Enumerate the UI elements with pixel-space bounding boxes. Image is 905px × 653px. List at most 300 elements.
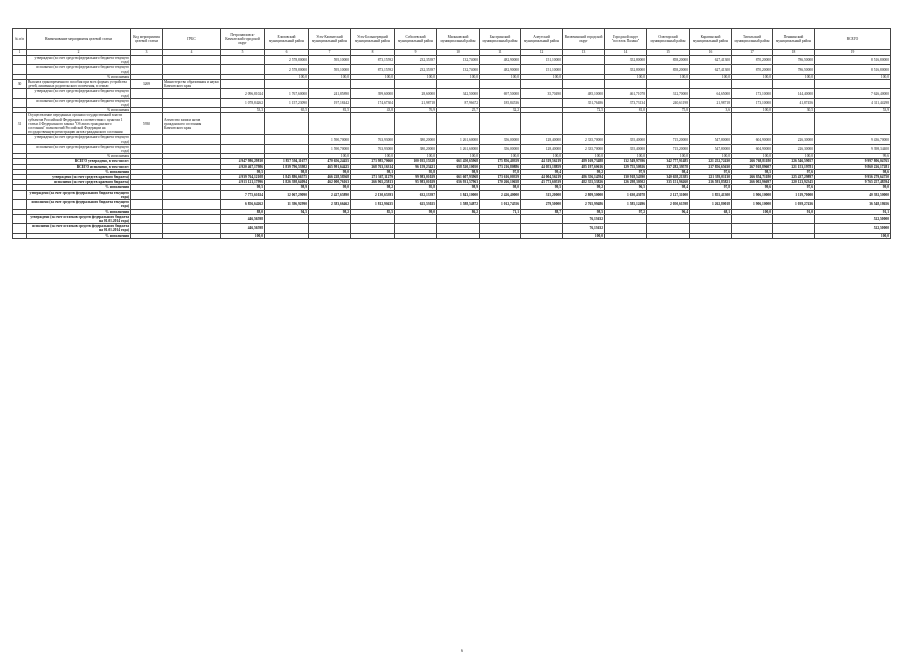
value-cell — [265, 144, 309, 153]
value-cell: 100,0 — [732, 209, 773, 214]
value-cell — [690, 214, 732, 223]
value-cell: 9 765 257,48594 — [815, 180, 891, 185]
table-row — [13, 80, 891, 89]
value-cell: 100,0 — [773, 154, 815, 159]
value-cell — [395, 113, 437, 135]
value-cell — [351, 214, 395, 223]
value-cell: 658 520,10050 — [437, 164, 480, 169]
value-cell — [605, 214, 647, 223]
header-col: Карагинский муниципальный район — [690, 29, 732, 50]
value-cell: 53,3 — [221, 108, 265, 113]
column-number: 13 — [563, 50, 605, 56]
value-cell: 9 997 806,04765 — [815, 159, 891, 164]
value-cell: 97,8 — [690, 185, 732, 190]
value-cell: 485 197,60616 — [563, 164, 605, 169]
value-cell: 100,0 — [732, 74, 773, 79]
value-cell: 98,1 — [351, 169, 395, 174]
value-cell: 763,93000 — [351, 144, 395, 153]
value-cell: 99,0 — [309, 185, 351, 190]
table-row — [13, 89, 891, 98]
value-cell: 216 593,85821 — [690, 180, 732, 185]
value-cell — [773, 113, 815, 135]
value-cell: 132 549,97396 — [605, 159, 647, 164]
value-cell: 185,84536 — [480, 98, 521, 107]
empty-cell — [13, 65, 27, 74]
value-cell: 2 050,61598 — [647, 200, 690, 209]
value-cell: 173 216,80886 — [480, 164, 521, 169]
value-cell: 1 906,10000 — [732, 200, 773, 209]
value-cell: 76,13632 — [563, 224, 605, 233]
value-cell: 470 656,24455 — [309, 159, 351, 164]
column-number: 14 — [605, 50, 647, 56]
value-cell — [351, 224, 395, 233]
value-cell — [480, 214, 521, 223]
value-cell — [265, 224, 309, 233]
value-cell: 9 956 279,64750 — [815, 175, 891, 180]
value-cell: 99,5 — [521, 185, 563, 190]
row-label: % исполнения — [27, 209, 131, 214]
value-cell: 40 392,50000 — [815, 190, 891, 199]
value-cell: 95 983,01029 — [395, 180, 437, 185]
value-cell: 340 658,21385 — [647, 175, 690, 180]
empty-cell — [13, 214, 27, 223]
value-cell: 873,15592 — [351, 65, 395, 74]
value-cell: 35,70490 — [521, 89, 563, 98]
row-label: % исполнения — [27, 169, 131, 174]
value-cell — [605, 233, 647, 238]
header-grbs: ГРБС — [163, 29, 221, 50]
value-cell: 656 931,57963 — [437, 180, 480, 185]
header-col: Соболевский муниципальный район — [395, 29, 437, 50]
value-cell: 1 157,23090 — [265, 98, 309, 107]
item-name: Осуществление переданных органам государственной власти субъектов Российской Федерации в соответствии с пунктом 1 статьи 4 Федерального закона "Об актах гражданского состояния" полномочий Российской Федерации на государственную регистрацию актов гражданского состояния — [27, 113, 131, 135]
value-cell: 28,60000 — [395, 89, 437, 98]
value-cell: 98,0 — [480, 185, 521, 190]
value-cell: 44 319,56219 — [521, 159, 563, 164]
value-cell: 88,0 — [221, 209, 265, 214]
header-col: Быстринский муниципальный район — [480, 29, 521, 50]
value-cell: 485,10000 — [563, 89, 605, 98]
value-cell: 91,0 — [773, 209, 815, 214]
value-cell: 312,70000 — [647, 89, 690, 98]
value-cell: 7 626,40000 — [815, 89, 891, 98]
value-cell: 232,35397 — [395, 56, 437, 65]
value-cell: 25,7 — [437, 108, 480, 113]
value-cell: 99,0 — [395, 209, 437, 214]
value-cell — [480, 224, 521, 233]
value-cell: 1 855,41300 — [690, 190, 732, 199]
table-row — [13, 190, 891, 199]
value-cell: 99,0 — [309, 169, 351, 174]
value-cell: 85,5 — [351, 209, 395, 214]
value-cell: 3,6 — [690, 108, 732, 113]
empty-cell — [13, 98, 27, 107]
value-cell: 100,0 — [437, 154, 480, 159]
value-cell: 98,8 — [265, 169, 309, 174]
value-cell: 100,0 — [309, 74, 351, 79]
value-cell: 100,0 — [815, 74, 891, 79]
empty-cell — [131, 135, 163, 144]
value-cell — [732, 224, 773, 233]
header-col: Алеутский муниципальный район — [521, 29, 563, 50]
value-cell: 170 266,10658 — [480, 180, 521, 185]
value-cell: 446,56598 — [221, 214, 265, 223]
value-cell: 8 516,80000 — [815, 65, 891, 74]
value-cell: 99,6 — [815, 154, 891, 159]
table-row — [13, 65, 891, 74]
value-cell: 335 151,96260 — [647, 180, 690, 185]
row-label: исполнено (за счет остатков средств федерального бюджета на 01.01.2014 года) — [27, 224, 131, 233]
value-cell — [221, 144, 265, 153]
column-number: 1 — [13, 50, 27, 56]
value-cell — [521, 233, 563, 238]
empty-cell — [163, 224, 221, 233]
value-cell: 482,90000 — [480, 56, 521, 65]
value-cell: 356,00000 — [480, 144, 521, 153]
value-cell: 1 012,74556 — [480, 200, 521, 209]
value-cell: 98,2 — [351, 185, 395, 190]
value-cell: 151,10000 — [521, 56, 563, 65]
value-cell — [732, 214, 773, 223]
value-cell — [480, 113, 521, 135]
value-cell: 220 123,92345 — [773, 180, 815, 185]
value-cell: 99 983,01029 — [395, 175, 437, 180]
header-col: Усть-Большерецкий муниципальный район — [351, 29, 395, 50]
value-cell: 632,13397 — [395, 190, 437, 199]
table-row — [13, 224, 891, 233]
value-cell: 373,73134 — [605, 98, 647, 107]
value-cell: 100,0 — [221, 233, 265, 238]
empty-cell — [163, 56, 221, 65]
header-code: Код мероприятия целевой статьи — [131, 29, 163, 50]
value-cell: 76,13632 — [563, 214, 605, 223]
value-cell: 221 252,72430 — [690, 159, 732, 164]
value-cell: 267 918,89607 — [732, 164, 773, 169]
value-cell — [690, 233, 732, 238]
value-cell: 6 856,64262 — [221, 200, 265, 209]
value-cell: 763,93000 — [351, 135, 395, 144]
empty-cell — [13, 233, 27, 238]
value-cell — [437, 80, 480, 89]
column-number: 2 — [27, 50, 131, 56]
value-cell — [773, 233, 815, 238]
value-cell: 2 130,65393 — [351, 190, 395, 199]
value-cell: 81,5 — [309, 108, 351, 113]
value-cell: 95,8 — [395, 169, 437, 174]
table-row — [13, 214, 891, 223]
value-cell: 2 335,70000 — [563, 135, 605, 144]
value-cell: 232,35397 — [395, 65, 437, 74]
empty-cell — [163, 65, 221, 74]
table-row — [13, 144, 891, 153]
value-cell: 226,30000 — [773, 135, 815, 144]
value-cell: 100,0 — [351, 154, 395, 159]
value-cell: 1 839 796,53982 — [265, 164, 309, 169]
value-cell: 98,4 — [647, 185, 690, 190]
value-cell — [563, 80, 605, 89]
value-cell: 32,2 — [480, 108, 521, 113]
value-cell: 100,0 — [732, 154, 773, 159]
row-label: утверждено (за счет средств федерального бюджета текущего года) — [27, 135, 131, 144]
value-cell — [309, 214, 351, 223]
value-cell — [690, 80, 732, 89]
row-label: исполнено (за счет средств федерального бюджета текущего года) — [27, 200, 131, 209]
value-cell: 100,0 — [480, 74, 521, 79]
value-cell: 96,4 — [647, 209, 690, 214]
item-code: 5930 — [131, 113, 163, 135]
value-cell: 461,71078 — [605, 89, 647, 98]
value-cell: 489 169,73488 — [563, 159, 605, 164]
value-cell: 97,6 — [690, 169, 732, 174]
value-cell: 356,00000 — [480, 135, 521, 144]
empty-cell — [13, 224, 27, 233]
value-cell: 96,5 — [605, 185, 647, 190]
budget-table — [12, 28, 891, 239]
page-number: 6 — [461, 648, 463, 653]
row-label: исполнено (за счет средств краевого бюджета) — [27, 180, 131, 185]
table-row — [13, 200, 891, 209]
column-number: 15 — [647, 50, 690, 56]
row-label: % исполнения — [27, 233, 131, 238]
table-row — [13, 113, 891, 135]
value-cell: 337 282,39578 — [647, 164, 690, 169]
value-cell: 1 906,10000 — [732, 190, 773, 199]
header-col: Мильковский муниципальный район — [437, 29, 480, 50]
value-cell: 342 777,91485 — [647, 159, 690, 164]
header-row — [13, 29, 891, 50]
value-cell: 98,5 — [732, 169, 773, 174]
empty-cell — [163, 190, 221, 199]
value-cell — [395, 224, 437, 233]
value-cell: 98,9 — [437, 185, 480, 190]
value-cell: 1 826 398,64094 — [265, 180, 309, 185]
row-label: утверждено (за счет остатков средств федерального бюджета на 01.01.2014 года) — [27, 214, 131, 223]
value-cell: 96 159,23421 — [395, 164, 437, 169]
empty-cell — [13, 144, 27, 153]
value-cell — [309, 224, 351, 233]
value-cell: 352,80000 — [605, 65, 647, 74]
column-number: 10 — [437, 50, 480, 56]
value-cell: 2 578,80000 — [265, 65, 309, 74]
value-cell: 462 000,76163 — [309, 180, 351, 185]
value-cell: 100,0 — [773, 74, 815, 79]
value-cell: 1 261,60000 — [437, 135, 480, 144]
value-cell: 100,0 — [521, 154, 563, 159]
value-cell — [773, 224, 815, 233]
value-cell — [605, 224, 647, 233]
value-cell — [265, 233, 309, 238]
value-cell: 627,41300 — [690, 65, 732, 74]
empty-cell — [131, 233, 163, 238]
header-col: Усть-Камчатский муниципальный район — [309, 29, 351, 50]
value-cell: 100,0 — [647, 74, 690, 79]
value-cell — [690, 224, 732, 233]
value-cell: 786,50000 — [773, 56, 815, 65]
value-cell: 99,6 — [732, 185, 773, 190]
value-cell — [732, 233, 773, 238]
value-cell: 351,76486 — [563, 98, 605, 107]
value-cell: 1 845 886,66575 — [265, 175, 309, 180]
value-cell — [521, 113, 563, 135]
value-cell: 1 585,12496 — [605, 200, 647, 209]
value-cell — [647, 80, 690, 89]
value-cell — [351, 233, 395, 238]
value-cell: 1 812,90435 — [351, 200, 395, 209]
row-label: % исполнения — [27, 108, 131, 113]
empty-cell — [13, 89, 27, 98]
value-cell: 226,30000 — [773, 144, 815, 153]
value-cell: 2 426,40000 — [480, 190, 521, 199]
row-label: ВСЕГО исполнено, в том числе: — [27, 164, 131, 169]
value-cell: 41,87456 — [773, 98, 815, 107]
value-cell — [265, 113, 309, 135]
value-cell: 547,80000 — [690, 144, 732, 153]
value-cell: 486 356,14594 — [563, 175, 605, 180]
value-cell: 7 775,61024 — [221, 190, 265, 199]
value-cell — [351, 113, 395, 135]
value-cell — [395, 214, 437, 223]
value-cell — [437, 224, 480, 233]
value-cell: 697,50000 — [480, 89, 521, 98]
header-name: Наименование мероприятия целевой статьи — [27, 29, 131, 50]
empty-cell — [163, 144, 221, 153]
header-col: Тигильский муниципальный район — [732, 29, 773, 50]
value-cell: 98,4 — [647, 169, 690, 174]
value-cell: 100,0 — [690, 74, 732, 79]
value-cell — [732, 80, 773, 89]
value-cell: 399,60000 — [351, 89, 395, 98]
table-row — [13, 135, 891, 144]
value-cell: 355,40000 — [605, 135, 647, 144]
row-label: утверждено (за счет средств федерального бюджета текущего года) — [27, 190, 131, 199]
value-cell: 1 590,70000 — [309, 135, 351, 144]
empty-cell — [163, 89, 221, 98]
value-cell — [521, 214, 563, 223]
value-cell: 97,2 — [605, 209, 647, 214]
value-cell: 100,0 — [605, 154, 647, 159]
value-cell: 44 053,18859 — [521, 164, 563, 169]
value-cell: 53,9 — [815, 108, 891, 113]
value-cell — [563, 65, 605, 74]
value-cell: 482,90000 — [480, 65, 521, 74]
value-cell: 99,5 — [221, 169, 265, 174]
value-cell: 8 516,80000 — [815, 56, 891, 65]
row-label: исполнено (за счет средств федерального бюджета текущего года) — [27, 144, 131, 153]
value-cell: 97,8 — [480, 169, 521, 174]
value-cell: 9 860 226,17281 — [815, 164, 891, 169]
value-cell: 1 843,10000 — [437, 190, 480, 199]
value-cell: 98,9 — [265, 185, 309, 190]
value-cell: 4 939 764,12108 — [221, 175, 265, 180]
value-cell: 100,0 — [309, 154, 351, 159]
empty-cell — [131, 98, 163, 107]
value-cell: 76,9 — [395, 108, 437, 113]
value-cell: 11 396,92990 — [265, 200, 309, 209]
value-cell: 2 765,99486 — [563, 200, 605, 209]
value-cell: 858,20000 — [647, 56, 690, 65]
value-cell: 595,10000 — [309, 56, 351, 65]
value-cell — [351, 80, 395, 89]
value-cell: 100,0 — [480, 154, 521, 159]
value-cell: 99,5 — [221, 185, 265, 190]
value-cell — [605, 80, 647, 89]
value-cell: 595,10000 — [309, 65, 351, 74]
value-cell: 98,5 — [563, 209, 605, 214]
value-cell: 446,56598 — [221, 224, 265, 233]
value-cell: 100,0 — [437, 74, 480, 79]
value-cell: 522,50000 — [815, 214, 891, 223]
value-cell: 128,40000 — [521, 144, 563, 153]
value-cell — [309, 80, 351, 89]
item-grbs: Министерство образования и науки Камчатского края — [164, 80, 219, 89]
column-number: 16 — [690, 50, 732, 56]
value-cell: 130 918,54390 — [605, 175, 647, 180]
empty-cell — [163, 233, 221, 238]
value-cell — [221, 135, 265, 144]
value-cell — [221, 113, 265, 135]
item-number: 30 — [13, 80, 27, 89]
value-cell: 173 616,00359 — [480, 175, 521, 180]
value-cell: 100,0 — [647, 154, 690, 159]
value-cell: 4 913 121,17996 — [221, 180, 265, 185]
value-cell: 173,10000 — [732, 89, 773, 98]
column-number: 12 — [521, 50, 563, 56]
value-cell — [309, 113, 351, 135]
header-col: Вилючинский городской округ — [563, 29, 605, 50]
column-number: 7 — [309, 50, 351, 56]
value-cell: 786,50000 — [773, 65, 815, 74]
header-total: ВСЕГО — [815, 29, 891, 50]
value-cell: 1 039,27436 — [773, 200, 815, 209]
empty-cell — [131, 224, 163, 233]
column-number: 6 — [265, 50, 309, 56]
value-cell — [265, 214, 309, 223]
empty-cell — [163, 214, 221, 223]
value-cell: 97,6 — [773, 185, 815, 190]
row-label: исполнено (за счет средств федерального бюджета текущего года) — [27, 65, 131, 74]
value-cell: 81,0 — [605, 108, 647, 113]
value-cell: 2 809,50000 — [563, 190, 605, 199]
value-cell: 43 773,60539 — [521, 180, 563, 185]
value-cell: 1 767,60000 — [265, 89, 309, 98]
value-cell: 173,10000 — [732, 98, 773, 107]
value-cell: 271 367,11279 — [351, 175, 395, 180]
empty-cell — [131, 144, 163, 153]
value-cell — [265, 135, 309, 144]
value-cell: 100,0 — [265, 74, 309, 79]
value-cell: 12 067,29090 — [265, 190, 309, 199]
value-cell: 221 153,19781 — [773, 164, 815, 169]
row-label: % исполнения — [27, 185, 131, 190]
value-cell — [647, 113, 690, 135]
header-col: Пенжинский муниципальный район — [773, 29, 815, 50]
value-cell: 100,0 — [395, 154, 437, 159]
value-cell: 625,53025 — [395, 200, 437, 209]
value-cell: 21,98718 — [690, 98, 732, 107]
value-cell: 97,6 — [773, 169, 815, 174]
empty-cell — [13, 200, 27, 209]
value-cell: 241,85890 — [309, 89, 351, 98]
value-cell: 100,0 — [815, 233, 891, 238]
value-cell — [521, 98, 563, 107]
empty-cell — [13, 135, 27, 144]
value-cell: 870,20000 — [732, 65, 773, 74]
item-grbs: Агентство записи актов гражданского состояния Камчатского края — [163, 113, 221, 135]
value-cell: 99,2 — [563, 169, 605, 174]
value-cell: 100,0 — [521, 74, 563, 79]
value-cell: 144,40000 — [773, 89, 815, 98]
column-number: 18 — [773, 50, 815, 56]
